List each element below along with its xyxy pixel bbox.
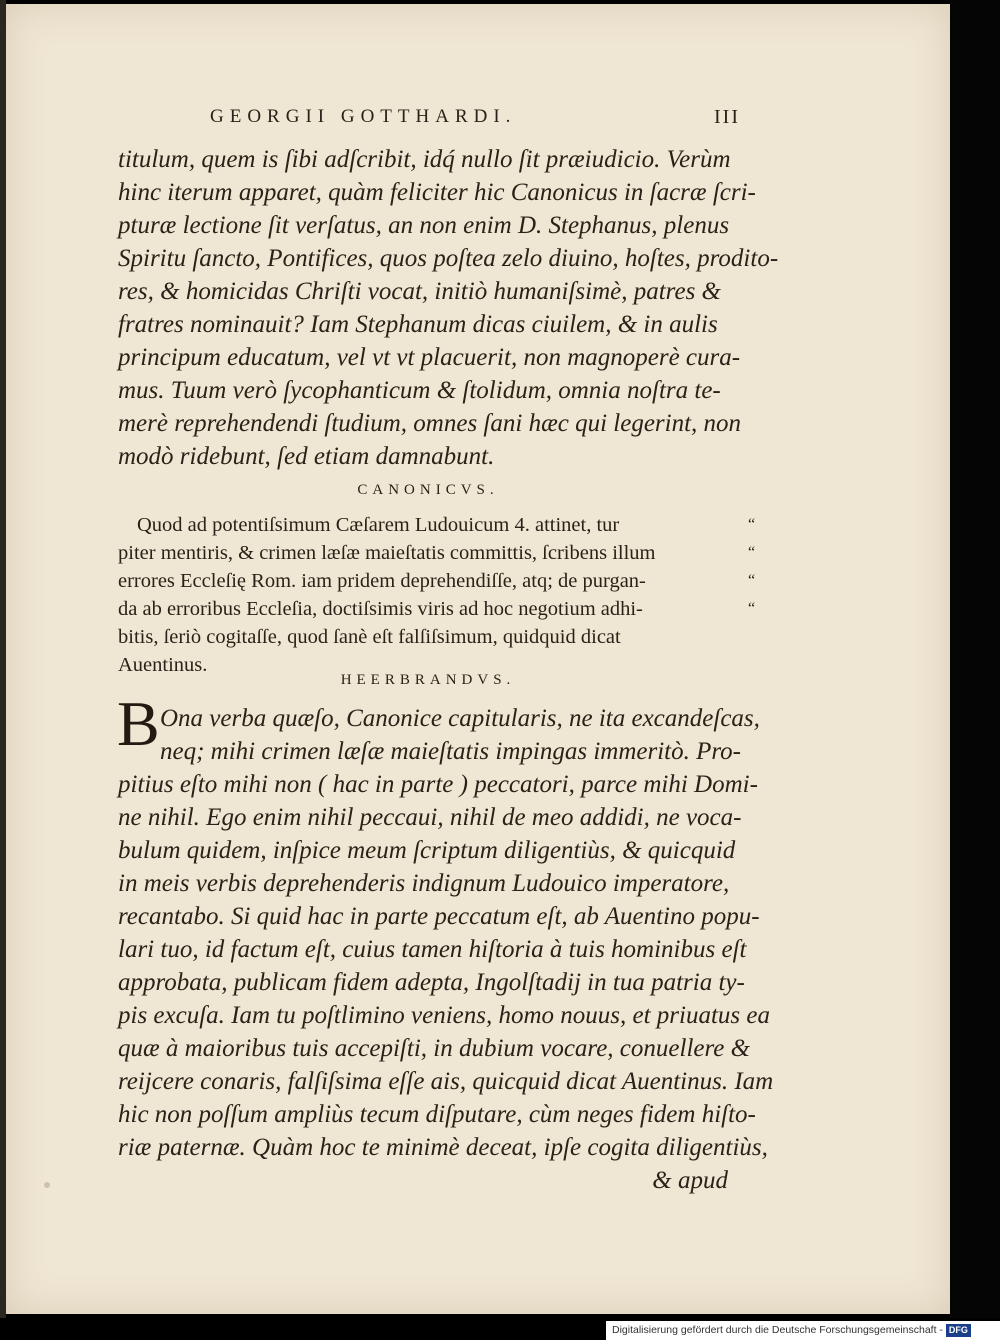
heerbrandus-paragraph	[118, 702, 774, 1197]
speaker-heerbrandus: HEERBRANDVS.	[340, 672, 516, 688]
text-line: principum educatum, vel vt vt placuerit, non magnoperè cura-	[118, 344, 741, 371]
text-line: pturæ lectione ſit verſatus, an non enim D. Stephanus, plenus	[118, 212, 730, 239]
quote-mark: “	[748, 572, 756, 589]
credit-text: Digitalisierung gefördert durch die Deutsche Forschungsgemeinschaft -	[612, 1324, 943, 1336]
catchword: & apud	[652, 1167, 728, 1194]
digitization-credit	[606, 1321, 1000, 1340]
text-line: quæ à maioribus tuis accepiſti, in dubium vocare, conuellere &	[118, 1035, 751, 1062]
text-line: Ona verba quæſo, Canonice capitularis, ne ita excandeſcas,	[160, 705, 760, 732]
text-line: piter mentiris, & crimen læſæ maieſtatis committis, ſcribens illum	[118, 542, 656, 564]
text-line: pitius eſto mihi non ( hac in parte ) peccatori, parce mihi Domi-	[118, 771, 758, 798]
text-line: bitis, ſeriò cogitaſſe, quod ſanè eſt falſiſsimum, quidquid dicat	[118, 626, 621, 648]
dfg-logo: DFG	[946, 1324, 971, 1337]
paragraph-1	[118, 143, 779, 473]
text-line: mus. Tuum verò ſycophanticum & ſtolidum, omnia noſtra te-	[118, 377, 721, 404]
text-line: modò ridebunt, ſed etiam damnabunt.	[118, 443, 495, 470]
text-line: bulum quidem, inſpice meum ſcriptum diligentiùs, & quicquid	[118, 837, 736, 864]
paper-spot	[44, 1182, 50, 1188]
page-header	[210, 106, 740, 136]
text-line: errores Eccleſię Rom. iam pridem deprehendiſſe, atq; de purgan-	[118, 570, 646, 592]
text-line: res, & homicidas Chriſti vocat, initiò humaniſsimè, patres &	[118, 278, 721, 305]
quote-mark: “	[748, 516, 756, 533]
quote-mark: “	[748, 544, 756, 561]
text-line: approbata, publicam fidem adepta, Ingolſtadij in tua patria ty-	[118, 969, 745, 996]
text-line: da ab erroribus Eccleſia, doctiſsimis viris ad hoc negotium adhi-	[118, 598, 643, 620]
text-line: neq; mihi crimen læſæ maieſtatis impingas immeritò. Pro-	[160, 738, 741, 765]
text-line: titulum, quem is ſibi adſcribit, idq́ nullo ſit præiudicio. Verùm	[118, 146, 731, 173]
speaker-canonicus: CANONICVS.	[357, 482, 499, 498]
margin-quote-marks	[748, 511, 778, 623]
text-line: reijcere conaris, falſiſsima eſſe ais, quicquid dicat Auentinus. Iam	[118, 1068, 774, 1095]
text-line: lari tuo, id factum eſt, cuius tamen hiſtoria à tuis hominibus eſt	[118, 936, 747, 963]
canonicus-paragraph	[118, 511, 738, 679]
text-line: pis excuſa. Iam tu poſtlimino veniens, homo nouus, et priuatus ea	[118, 1002, 771, 1029]
text-line: in meis verbis deprehenderis indignum Ludouico imperatore,	[118, 870, 730, 897]
text-line: hic non poſſum ampliùs tecum diſputare, cùm neges fidem hiſto-	[118, 1101, 756, 1128]
text-line: Spiritu ſancto, Pontifices, quos poſtea zelo diuino, hoſtes, prodito-	[118, 245, 779, 272]
text-line: Auentinus.	[118, 654, 208, 676]
quote-mark: “	[748, 600, 756, 617]
text-line: recantabo. Si quid hac in parte peccatum eſt, ab Auentino popu-	[118, 903, 760, 930]
scan-border	[950, 0, 1000, 1318]
text-line: ne nihil. Ego enim nihil peccaui, nihil de meo addidi, ne voca-	[118, 804, 742, 831]
text-line: fratres nominauit? Iam Stephanum dicas ciuilem, & in aulis	[118, 311, 718, 338]
drop-initial: B	[117, 688, 160, 759]
text-line: merè reprehendendi ſtudium, omnes ſani hæc qui legerint, non	[118, 410, 742, 437]
page-number: III	[714, 106, 740, 128]
text-line: hinc iterum apparet, quàm feliciter hic Canonicus in ſacræ ſcri-	[118, 179, 756, 206]
running-head: GEORGII GOTTHARDI.	[210, 106, 517, 127]
text-line: riæ paternæ. Quàm hoc te minimè deceat, ipſe cogita diligentiùs,	[118, 1134, 768, 1161]
text-line: Quod ad potentiſsimum Cæſarem Ludouicum 4. attinet, tur	[137, 514, 620, 536]
